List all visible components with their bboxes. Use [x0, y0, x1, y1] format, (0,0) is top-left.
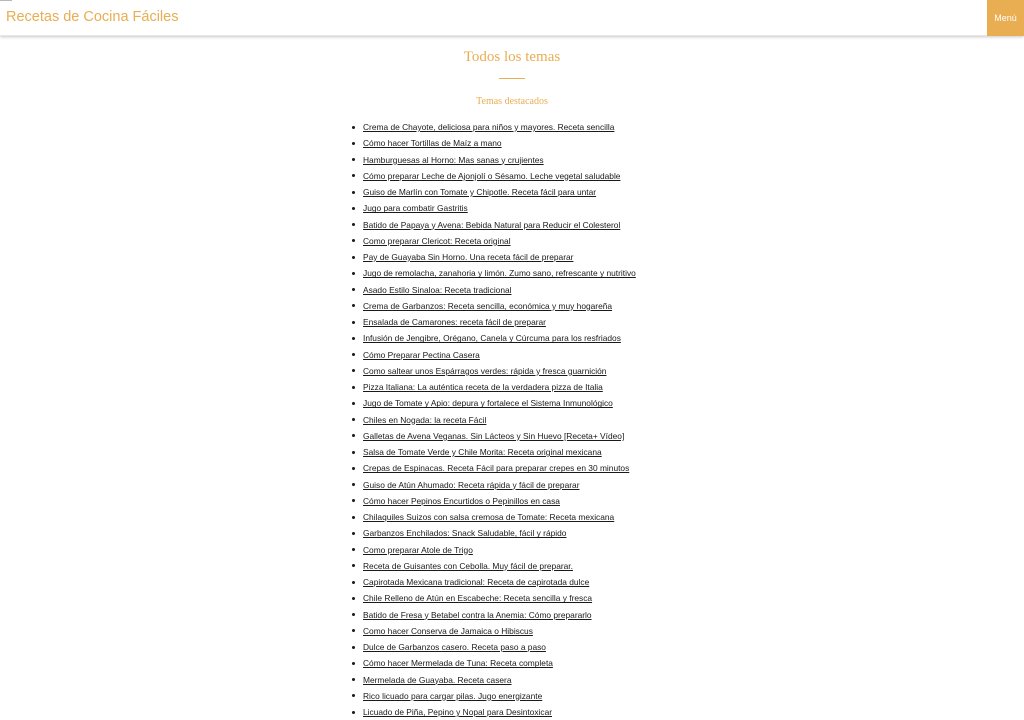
bullet-icon: [352, 483, 355, 486]
list-item: [363, 168, 636, 184]
list-item: [363, 428, 636, 444]
list-item: [363, 590, 636, 606]
list-item: [363, 623, 636, 639]
topic-link[interactable]: Jugo de remolacha, zanahoria y limón. Zumo sano, refrescante y nutritivo: [363, 268, 636, 279]
bullet-icon: [352, 694, 355, 697]
bullet-icon: [352, 288, 355, 291]
topic-link[interactable]: Guiso de Atún Ahumado: Receta rápida y fácil de preparar: [363, 479, 580, 490]
bullet-icon: [352, 304, 355, 307]
list-item: [363, 314, 636, 330]
bullet-icon: [352, 321, 355, 324]
bullet-icon: [352, 516, 355, 519]
list-item: [363, 655, 636, 671]
topic-link[interactable]: Como preparar Clericot: Receta original: [363, 235, 511, 246]
list-item: [363, 135, 636, 151]
bullet-icon: [352, 434, 355, 437]
topic-link[interactable]: Crepas de Espinacas. Receta Fácil para preparar crepes en 30 minutos: [363, 463, 630, 474]
bullet-icon: [352, 613, 355, 616]
topic-link[interactable]: Pizza Italiana: La auténtica receta de la verdadera pizza de Italia: [363, 382, 603, 392]
list-item: [363, 265, 636, 281]
bullet-icon: [352, 126, 355, 129]
bullet-icon: [352, 239, 355, 242]
topic-link[interactable]: Crema de Garbanzos: Receta sencilla, económica y muy hogareña: [363, 300, 613, 311]
list-item: [363, 233, 636, 249]
topic-link[interactable]: Como preparar Atole de Trigo: [363, 544, 473, 555]
topic-link[interactable]: Como hacer Conserva de Jamaica o Hibiscus: [363, 625, 533, 636]
bullet-icon: [352, 337, 355, 340]
bullet-icon: [352, 564, 355, 567]
topic-link[interactable]: Receta de Guisantes con Cebolla. Muy fácil de preparar.: [363, 560, 573, 571]
topic-link[interactable]: Cómo hacer Mermelada de Tuna: Receta completa: [363, 658, 553, 669]
list-item: [363, 477, 636, 493]
topic-link[interactable]: Jugo para combatir Gastritis: [363, 203, 468, 214]
bullet-icon: [352, 158, 355, 161]
list-item: [363, 298, 636, 314]
topic-link[interactable]: Hamburguesas al Horno: Mas sanas y crujientes: [363, 154, 544, 165]
bullet-icon: [352, 353, 355, 356]
bullet-icon: [352, 581, 355, 584]
list-item: [363, 347, 636, 363]
bullet-icon: [352, 369, 355, 372]
page-title: Todos los temas: [463, 49, 561, 65]
topic-link[interactable]: Infusión de Jengibre, Orégano, Canela y Cúrcuma para los resfriados: [363, 333, 621, 344]
list-item: [363, 639, 636, 655]
list-item: [363, 119, 636, 135]
topic-link[interactable]: Capirotada Mexicana tradicional: Receta de capirotada dulce: [363, 577, 590, 587]
corner-mark: [0, 0, 12, 1]
list-item: [363, 493, 636, 509]
topic-link[interactable]: Guiso de Marlín con Tomate y Chipotle. Receta fácil para untar: [363, 187, 597, 197]
bullet-icon: [352, 272, 355, 275]
bullet-icon: [352, 597, 355, 600]
list-item: [363, 200, 636, 216]
list-item: [363, 444, 636, 460]
bullet-icon: [352, 629, 355, 632]
bullet-icon: [352, 256, 355, 259]
topic-list: [363, 119, 636, 720]
topic-link[interactable]: Dulce de Garbanzos casero. Receta paso a paso: [363, 642, 546, 652]
topic-link[interactable]: Asado Estilo Sinaloa: Receta tradicional: [363, 284, 512, 295]
bullet-icon: [352, 223, 355, 226]
list-item: [363, 574, 636, 590]
section-title: Temas destacados: [476, 96, 548, 107]
site-title-link[interactable]: Recetas de Cocina Fáciles: [6, 9, 179, 25]
topic-link[interactable]: Chile Relleno de Atún en Escabeche: Receta sencilla y fresca: [363, 593, 593, 604]
bullet-icon: [352, 467, 355, 470]
topic-link[interactable]: Galletas de Avena Veganas. Sin Lácteos y Sin Huevo [Receta+ Vídeo]: [363, 430, 625, 441]
bullet-icon: [352, 402, 355, 405]
list-item: [363, 363, 636, 379]
bullet-icon: [352, 386, 355, 389]
topic-link[interactable]: Cómo hacer Pepinos Encurtidos o Pepinillos en casa: [363, 495, 560, 506]
list-item: [363, 688, 636, 704]
list-item: [363, 558, 636, 574]
list-item: [363, 542, 636, 558]
list-item: [363, 672, 636, 688]
bullet-icon: [352, 174, 355, 177]
topic-link[interactable]: Mermelada de Guayaba. Receta casera: [363, 674, 512, 685]
bullet-icon: [352, 662, 355, 665]
list-item: [363, 249, 636, 265]
menu-button[interactable]: Menú: [987, 0, 1024, 36]
title-divider: [499, 78, 525, 79]
list-item: [363, 184, 636, 200]
topic-link[interactable]: Jugo de Tomate y Apio: depura y fortalece el Sistema Inmunológico: [363, 398, 613, 409]
topic-link[interactable]: Chilaquiles Suizos con salsa cremosa de Tomate: Receta mexicana: [363, 512, 615, 522]
list-item: [363, 330, 636, 346]
bullet-icon: [352, 711, 355, 714]
bullet-icon: [352, 532, 355, 535]
list-item: [363, 412, 636, 428]
list-item: [363, 704, 636, 720]
list-item: [363, 217, 636, 233]
topic-link[interactable]: Ensalada de Camarones: receta fácil de preparar: [363, 317, 546, 327]
bullet-icon: [352, 207, 355, 210]
topic-link[interactable]: Cómo hacer Tortillas de Maíz a mano: [363, 138, 502, 149]
list-item: [363, 460, 636, 476]
topic-link[interactable]: Batido de Papaya y Avena: Bebida Natural para Reducir el Colesterol: [363, 219, 621, 230]
topic-link[interactable]: Rico licuado para cargar pilas. Jugo energizante: [363, 690, 543, 701]
topic-link[interactable]: Garbanzos Enchilados: Snack Saludable, fácil y rápido: [363, 528, 567, 539]
topic-link[interactable]: Cómo Preparar Pectina Casera: [363, 349, 480, 360]
list-item: [363, 282, 636, 298]
list-item: [363, 395, 636, 411]
site-header: [0, 0, 1024, 36]
list-item: [363, 525, 636, 541]
topic-link[interactable]: Licuado de Piña, Pepino y Nopal para Desintoxicar: [363, 707, 553, 717]
bullet-icon: [352, 142, 355, 145]
bullet-icon: [352, 499, 355, 502]
topic-link[interactable]: Crema de Chayote, deliciosa para niños y mayores. Receta sencilla: [363, 122, 615, 132]
bullet-icon: [352, 678, 355, 681]
topic-link[interactable]: Cómo preparar Leche de Ajonjolí o Sésamo. Leche vegetal saludable: [363, 170, 621, 181]
list-item: [363, 379, 636, 395]
bullet-icon: [352, 418, 355, 421]
list-item: [363, 509, 636, 525]
list-item: [363, 152, 636, 168]
topic-link[interactable]: Batido de Fresa y Betabel contra la Anemia: Cómo prepararlo: [363, 609, 592, 620]
bullet-icon: [352, 646, 355, 649]
topic-link[interactable]: Como saltear unos Espárragos verdes: rápida y fresca guarnición: [363, 365, 607, 376]
topic-link[interactable]: Chiles en Nogada: la receta Fácil: [363, 414, 487, 425]
bullet-icon: [352, 191, 355, 194]
bullet-icon: [352, 548, 355, 551]
topic-link[interactable]: Pay de Guayaba Sin Horno. Una receta fácil de preparar: [363, 252, 574, 262]
list-item: [363, 607, 636, 623]
topic-link[interactable]: Salsa de Tomate Verde y Chile Morita: Receta original mexicana: [363, 447, 602, 457]
bullet-icon: [352, 451, 355, 454]
